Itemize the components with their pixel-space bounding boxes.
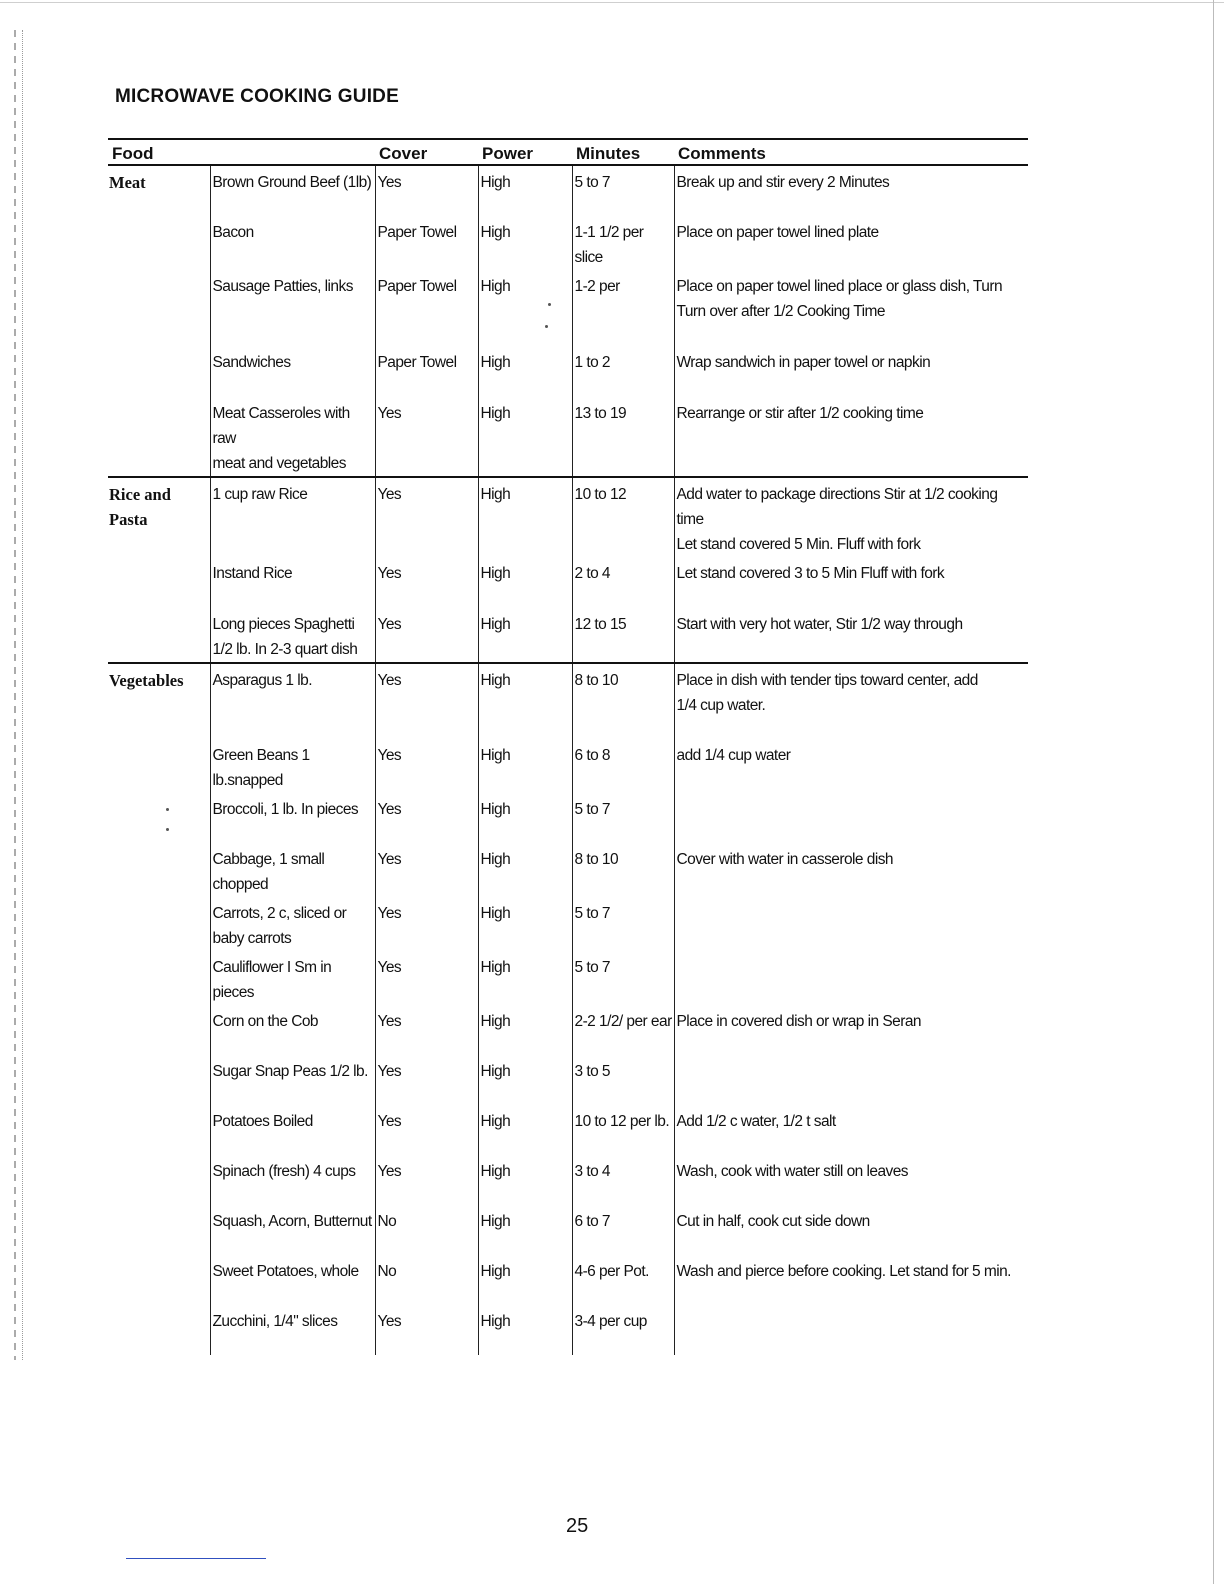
minutes-cell: 3-4 per cup bbox=[572, 1305, 674, 1355]
minutes-cell: 6 to 7 bbox=[572, 1205, 674, 1255]
power-cell: High bbox=[478, 951, 572, 1005]
power-cell: High bbox=[478, 1305, 572, 1355]
power-cell: High bbox=[478, 1255, 572, 1305]
power-cell: High bbox=[478, 270, 572, 346]
power-cell: High bbox=[478, 477, 572, 557]
comments-cell: Start with very hot water, Stir 1/2 way through bbox=[674, 608, 1028, 663]
scan-speck bbox=[548, 303, 551, 306]
power-cell: High bbox=[478, 346, 572, 397]
table-row bbox=[108, 897, 1028, 951]
cover-cell: Yes bbox=[375, 951, 478, 1005]
minutes-cell: 10 to 12 bbox=[572, 477, 674, 557]
comments-cell: Cover with water in casserole dish bbox=[674, 843, 1028, 897]
cover-cell: Yes bbox=[375, 1105, 478, 1155]
comments-cell: Wash and pierce before cooking. Let stand for 5 min. bbox=[674, 1255, 1028, 1305]
comments-cell: Cut in half, cook cut side down bbox=[674, 1205, 1028, 1255]
cover-cell: Yes bbox=[375, 397, 478, 477]
comments-cell: Place in covered dish or wrap in Seran bbox=[674, 1005, 1028, 1055]
minutes-cell: 3 to 5 bbox=[572, 1055, 674, 1105]
comments-cell bbox=[674, 1305, 1028, 1355]
food-item-cell: Brown Ground Beef (1lb) bbox=[210, 165, 375, 216]
cover-cell: Yes bbox=[375, 477, 478, 557]
table-body bbox=[108, 165, 1028, 1355]
comments-cell bbox=[674, 897, 1028, 951]
table-row bbox=[108, 951, 1028, 1005]
scan-speck bbox=[545, 325, 548, 328]
category-label: Vegetables bbox=[108, 663, 210, 1355]
food-item-cell: Instand Rice bbox=[210, 557, 375, 608]
comments-cell bbox=[674, 1055, 1028, 1105]
scan-edge-top bbox=[0, 2, 1224, 3]
cover-cell: Yes bbox=[375, 1155, 478, 1205]
table-header-row bbox=[108, 139, 1028, 165]
table-row bbox=[108, 1155, 1028, 1205]
comments-cell: Wash, cook with water still on leaves bbox=[674, 1155, 1028, 1205]
food-item-cell: Corn on the Cob bbox=[210, 1005, 375, 1055]
cover-cell: Yes bbox=[375, 608, 478, 663]
minutes-cell: 10 to 12 per lb. bbox=[572, 1105, 674, 1155]
comments-cell: Rearrange or stir after 1/2 cooking time bbox=[674, 397, 1028, 477]
table-row bbox=[108, 608, 1028, 663]
minutes-cell: 2-2 1/2/ per ear bbox=[572, 1005, 674, 1055]
comments-cell: Place in dish with tender tips toward center, add 1/4 cup water. bbox=[674, 663, 1028, 739]
header-cover: Cover bbox=[375, 139, 478, 165]
minutes-cell: 4-6 per Pot. bbox=[572, 1255, 674, 1305]
minutes-cell: 2 to 4 bbox=[572, 557, 674, 608]
comments-cell: Wrap sandwich in paper towel or napkin bbox=[674, 346, 1028, 397]
table-row bbox=[108, 1105, 1028, 1155]
power-cell: High bbox=[478, 897, 572, 951]
cover-cell: No bbox=[375, 1205, 478, 1255]
table-row bbox=[108, 165, 1028, 216]
minutes-cell: 6 to 8 bbox=[572, 739, 674, 793]
cover-cell: Yes bbox=[375, 897, 478, 951]
table-row bbox=[108, 1205, 1028, 1255]
page-title: MICROWAVE COOKING GUIDE bbox=[115, 86, 399, 107]
power-cell: High bbox=[478, 1105, 572, 1155]
comments-cell: Place on paper towel lined place or glass dish, Turn Turn over after 1/2 Cooking Time bbox=[674, 270, 1028, 346]
food-item-cell: Potatoes Boiled bbox=[210, 1105, 375, 1155]
table-row bbox=[108, 843, 1028, 897]
table-row bbox=[108, 1305, 1028, 1355]
scan-edge-right bbox=[1213, 0, 1214, 1584]
minutes-cell: 8 to 10 bbox=[572, 843, 674, 897]
table-row bbox=[108, 270, 1028, 346]
minutes-cell: 1-2 per bbox=[572, 270, 674, 346]
food-item-cell: Bacon bbox=[210, 216, 375, 270]
comments-cell: Break up and stir every 2 Minutes bbox=[674, 165, 1028, 216]
comments-cell bbox=[674, 793, 1028, 843]
food-item-cell: Cabbage, 1 small chopped bbox=[210, 843, 375, 897]
cover-cell: No bbox=[375, 1255, 478, 1305]
table-row bbox=[108, 557, 1028, 608]
table-row bbox=[108, 663, 1028, 739]
minutes-cell: 5 to 7 bbox=[572, 165, 674, 216]
power-cell: High bbox=[478, 608, 572, 663]
table-row bbox=[108, 739, 1028, 793]
food-item-cell: Sugar Snap Peas 1/2 lb. bbox=[210, 1055, 375, 1105]
power-cell: High bbox=[478, 843, 572, 897]
header-food: Food bbox=[108, 139, 210, 165]
cover-cell: Yes bbox=[375, 843, 478, 897]
food-item-cell: Asparagus 1 lb. bbox=[210, 663, 375, 739]
power-cell: High bbox=[478, 1055, 572, 1105]
food-item-cell: Long pieces Spaghetti 1/2 lb. In 2-3 quart dish bbox=[210, 608, 375, 663]
power-cell: High bbox=[478, 216, 572, 270]
table-row bbox=[108, 793, 1028, 843]
table-row bbox=[108, 477, 1028, 557]
food-item-cell: Carrots, 2 c, sliced or baby carrots bbox=[210, 897, 375, 951]
footer-rule bbox=[126, 1558, 266, 1559]
category-label: Rice and Pasta bbox=[108, 477, 210, 663]
cover-cell: Yes bbox=[375, 1005, 478, 1055]
table-row bbox=[108, 1055, 1028, 1105]
cover-cell: Yes bbox=[375, 1055, 478, 1105]
food-item-cell: Sausage Patties, links bbox=[210, 270, 375, 346]
cooking-guide-table bbox=[108, 138, 1028, 1355]
comments-cell: Add water to package directions Stir at 1/2 cooking time Let stand covered 5 Min. Fluff with fork bbox=[674, 477, 1028, 557]
header-minutes: Minutes bbox=[572, 139, 674, 165]
comments-cell: Let stand covered 3 to 5 Min Fluff with fork bbox=[674, 557, 1028, 608]
power-cell: High bbox=[478, 1205, 572, 1255]
header-power: Power bbox=[478, 139, 572, 165]
scan-speck bbox=[166, 808, 169, 811]
power-cell: High bbox=[478, 663, 572, 739]
food-item-cell: Sweet Potatoes, whole bbox=[210, 1255, 375, 1305]
comments-cell: Add 1/2 c water, 1/2 t salt bbox=[674, 1105, 1028, 1155]
food-item-cell: Green Beans 1 lb.snapped bbox=[210, 739, 375, 793]
food-item-cell: 1 cup raw Rice bbox=[210, 477, 375, 557]
scan-speck bbox=[166, 828, 169, 831]
minutes-cell: 5 to 7 bbox=[572, 793, 674, 843]
table-row bbox=[108, 1005, 1028, 1055]
food-item-cell: Sandwiches bbox=[210, 346, 375, 397]
scan-edge-left bbox=[0, 30, 23, 1360]
cover-cell: Paper Towel bbox=[375, 216, 478, 270]
food-item-cell: Broccoli, 1 lb. In pieces bbox=[210, 793, 375, 843]
cover-cell: Paper Towel bbox=[375, 270, 478, 346]
header-comments: Comments bbox=[674, 139, 1028, 165]
power-cell: High bbox=[478, 557, 572, 608]
table-row bbox=[108, 346, 1028, 397]
header-food-item bbox=[210, 139, 375, 165]
category-label: Meat bbox=[109, 173, 146, 192]
power-cell: High bbox=[478, 165, 572, 216]
cover-cell: Yes bbox=[375, 793, 478, 843]
cover-cell: Yes bbox=[375, 663, 478, 739]
food-item-cell: Zucchini, 1/4" slices bbox=[210, 1305, 375, 1355]
power-cell: High bbox=[478, 739, 572, 793]
minutes-cell: 5 to 7 bbox=[572, 951, 674, 1005]
power-cell: High bbox=[478, 1155, 572, 1205]
power-cell: High bbox=[478, 1005, 572, 1055]
cover-cell: Yes bbox=[375, 1305, 478, 1355]
comments-cell: Place on paper towel lined plate bbox=[674, 216, 1028, 270]
table-row bbox=[108, 216, 1028, 270]
table-row bbox=[108, 397, 1028, 477]
cover-cell: Yes bbox=[375, 165, 478, 216]
page-number: 25 bbox=[566, 1515, 589, 1537]
comments-cell: add 1/4 cup water bbox=[674, 739, 1028, 793]
power-cell: High bbox=[478, 397, 572, 477]
food-item-cell: Squash, Acorn, Butternut bbox=[210, 1205, 375, 1255]
food-item-cell: Cauliflower I Sm in pieces bbox=[210, 951, 375, 1005]
minutes-cell: 8 to 10 bbox=[572, 663, 674, 739]
cover-cell: Paper Towel bbox=[375, 346, 478, 397]
cover-cell: Yes bbox=[375, 557, 478, 608]
minutes-cell: 1 to 2 bbox=[572, 346, 674, 397]
minutes-cell: 3 to 4 bbox=[572, 1155, 674, 1205]
minutes-cell: 12 to 15 bbox=[572, 608, 674, 663]
minutes-cell: 5 to 7 bbox=[572, 897, 674, 951]
minutes-cell: 1-1 1/2 per slice bbox=[572, 216, 674, 270]
minutes-cell: 13 to 19 bbox=[572, 397, 674, 477]
food-item-cell: Spinach (fresh) 4 cups bbox=[210, 1155, 375, 1205]
table-row bbox=[108, 1255, 1028, 1305]
food-item-cell: Meat Casseroles with raw meat and vegetables bbox=[210, 397, 375, 477]
comments-cell bbox=[674, 951, 1028, 1005]
power-cell: High bbox=[478, 793, 572, 843]
cover-cell: Yes bbox=[375, 739, 478, 793]
